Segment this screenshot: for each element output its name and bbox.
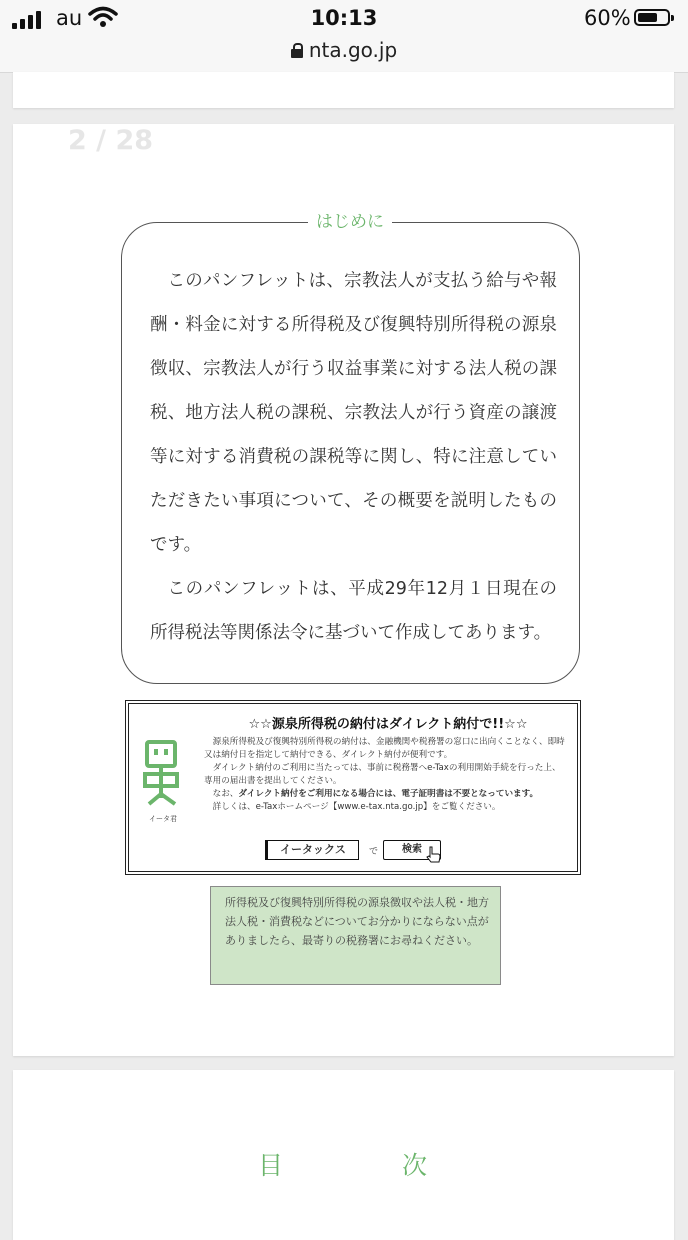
notice-line: ダイレクト納付のご利用に当たっては、事前に税務署へe-Taxの利用開始手続を行った上、専用の届出書を提出してください。 [204, 763, 561, 786]
battery-percentage: 60% [584, 6, 631, 30]
lock-icon [291, 43, 303, 58]
help-box: 所得税及び復興特別所得税の源泉徴収や法人税・地方法人税・消費税などについてお分かりにならない点がありましたら、最寄りの税務署にお尋ねください。 [210, 886, 501, 985]
intro-paragraph: このパンフレットは、平成29年12月１日現在の所得税法等関係法令に基づいて作成してあります。 [150, 579, 557, 643]
search-button-graphic: 検索 [383, 840, 441, 860]
intro-box [121, 212, 580, 684]
document-page-1 [13, 72, 674, 108]
page-counter: 2 / 28 [68, 125, 154, 156]
pointer-hand-icon [425, 846, 441, 864]
status-bar [0, 0, 688, 73]
de-particle: で [369, 847, 379, 857]
notice-body [204, 736, 567, 814]
clock: 10:13 [310, 6, 378, 30]
address-bar[interactable] [0, 38, 688, 62]
carrier-name: au [56, 6, 83, 30]
document-page-2 [13, 124, 674, 1056]
notice-title: ☆☆源泉所得税の納付はダイレクト納付で!!☆☆ [248, 717, 528, 732]
etax-mascot-icon [141, 738, 181, 810]
etax-search-term: イータックス [265, 840, 359, 860]
notice-bold-text: ダイレクト納付をご利用になる場合には、電子証明書は不要となっています。 [238, 789, 539, 799]
battery-icon [634, 9, 670, 26]
notice-line: 詳しくは、e-Taxホームページ【www.e-tax.nta.go.jp】をご覧ください。 [212, 802, 501, 812]
direct-payment-notice [125, 700, 581, 875]
toc-char: 目 [258, 1151, 284, 1180]
notice-line: なお、ダイレクト納付をご利用になる場合には、電子証明書は不要となっています。 [212, 789, 539, 799]
mascot-label: イータ君 [149, 815, 177, 823]
document-page-3 [13, 1070, 674, 1240]
notice-line: 源泉所得税及び復興特別所得税の納付は、金融機関や税務署の窓口に出向くことなく、即時又は納付日を指定して納付できる、ダイレクト納付が便利です。 [204, 737, 565, 760]
intro-title: はじめに [308, 212, 392, 232]
toc-char: 次 [402, 1151, 428, 1180]
intro-paragraph: このパンフレットは、宗教法人が支払う給与や報酬・料金に対する所得税及び復興特別所得税の源泉徴収、宗教法人が行う収益事業に対する法人税の課税、地方法人税の課税、宗教法人が行う資産の譲渡等に対する消費税の課税等に関し、特に注意していただきたい事項について、その概要を説明したものです。 [150, 271, 557, 555]
url-text: nta.go.jp [308, 38, 398, 62]
